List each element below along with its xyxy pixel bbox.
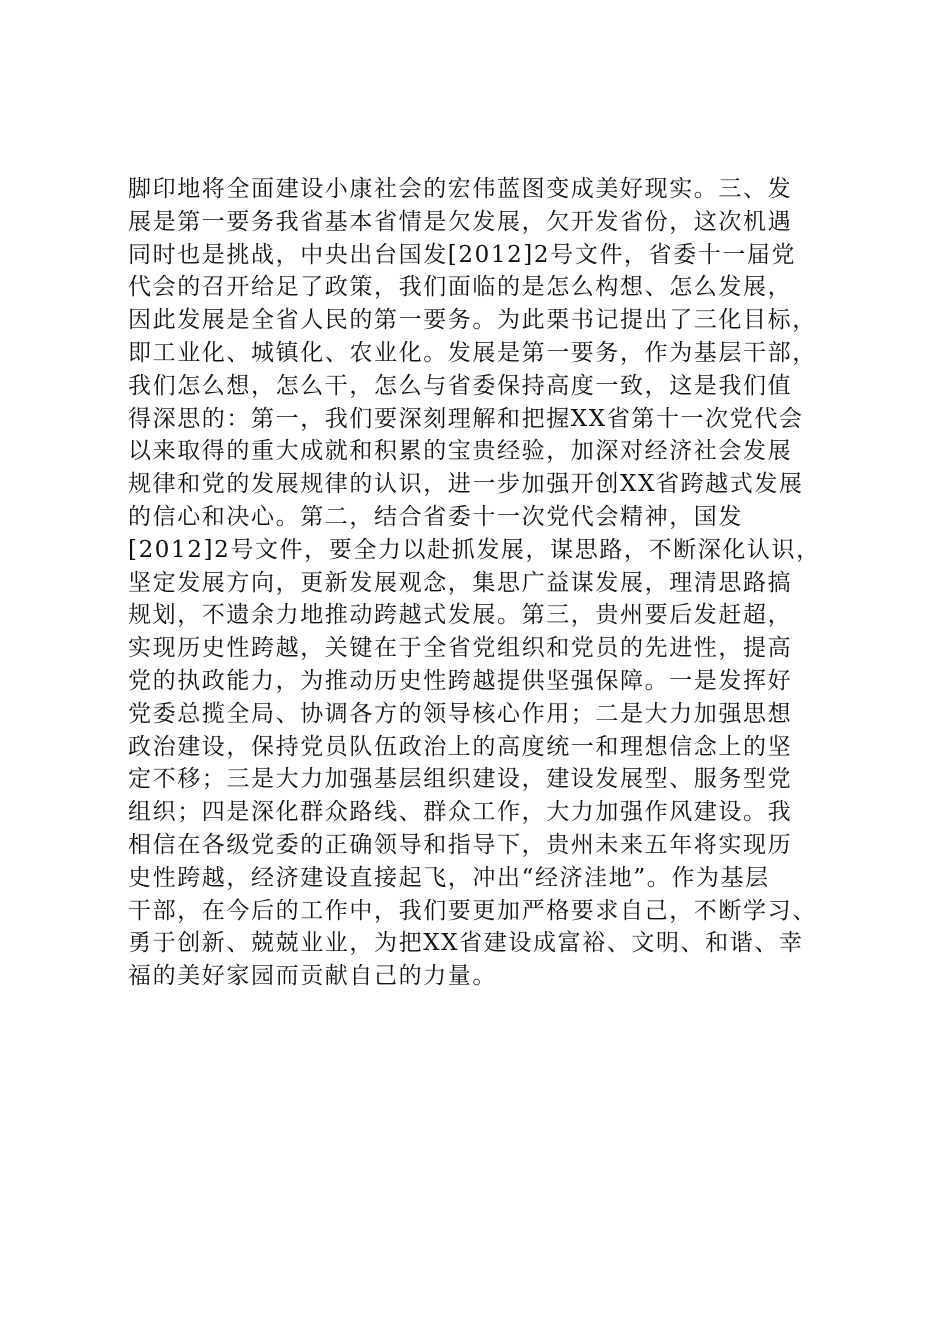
text-line: 史性跨越，经济建设直接起飞，冲出“经济洼地”。作为基层 xyxy=(128,864,770,891)
text-line: 的信心和决心。第二，结合省委十一次党代会精神，国发 xyxy=(128,503,743,530)
text-line: 得深思的：第一，我们要深刻理解和把握XX省第十一次党代会 xyxy=(128,405,804,432)
text-line: 福的美好家园而贡献自己的力量。 xyxy=(128,963,497,990)
text-line: 规律和党的发展规律的认识，进一步加强开创XX省跨越式发展 xyxy=(128,471,804,498)
text-line: 坚定发展方向，更新发展观念，集思广益谋发展，理清思路搞 xyxy=(128,569,793,596)
body-paragraph xyxy=(128,173,868,993)
text-line: 同时也是挑战，中央出台国发[2012]2号文件，省委十一届党 xyxy=(128,241,797,268)
text-line: 我们怎么想，怎么干，怎么与省委保持高度一致，这是我们值 xyxy=(128,372,793,399)
text-line: 党的执政能力，为推动历史性跨越提供坚强保障。一是发挥好 xyxy=(128,667,793,694)
text-line: 展是第一要务我省基本省情是欠发展，欠开发省份，这次机遇 xyxy=(128,208,793,235)
text-line: 规划，不遗余力地推动跨越式发展。第三，贵州要后发赶超， xyxy=(128,602,793,629)
text-line: 相信在各级党委的正确领导和指导下，贵州未来五年将实现历 xyxy=(128,831,793,858)
text-line: 组织；四是深化群众路线、群众工作，大力加强作风建设。我 xyxy=(128,799,793,826)
text-line: [2012]2号文件，要全力以赴抓发展，谋思路，不断深化认识， xyxy=(128,536,821,563)
text-line: 代会的召开给足了政策，我们面临的是怎么构想、怎么发展， xyxy=(128,274,793,301)
text-line: 即工业化、城镇化、农业化。发展是第一要务，作为基层干部， xyxy=(128,339,817,366)
text-line: 以来取得的重大成就和积累的宝贵经验，加深对经济社会发展 xyxy=(128,438,793,465)
text-line: 定不移；三是大力加强基层组织建设，建设发展型、服务型党 xyxy=(128,766,793,793)
text-line: 因此发展是全省人民的第一要务。为此栗书记提出了三化目标， xyxy=(128,307,817,334)
text-line: 干部，在今后的工作中，我们要更加严格要求自己，不断学习、 xyxy=(128,897,817,924)
text-line: 政治建设，保持党员队伍政治上的高度统一和理想信念上的坚 xyxy=(128,733,793,760)
text-line: 脚印地将全面建设小康社会的宏伟蓝图变成美好现实。三、发 xyxy=(128,176,793,202)
text-line: 党委总揽全局、协调各方的领导核心作用；二是大力加强思想 xyxy=(128,700,793,727)
text-line: 勇于创新、兢兢业业，为把XX省建设成富裕、文明、和谐、幸 xyxy=(128,930,804,957)
text-line: 实现历史性跨越，关键在于全省党组织和党员的先进性，提高 xyxy=(128,635,793,662)
